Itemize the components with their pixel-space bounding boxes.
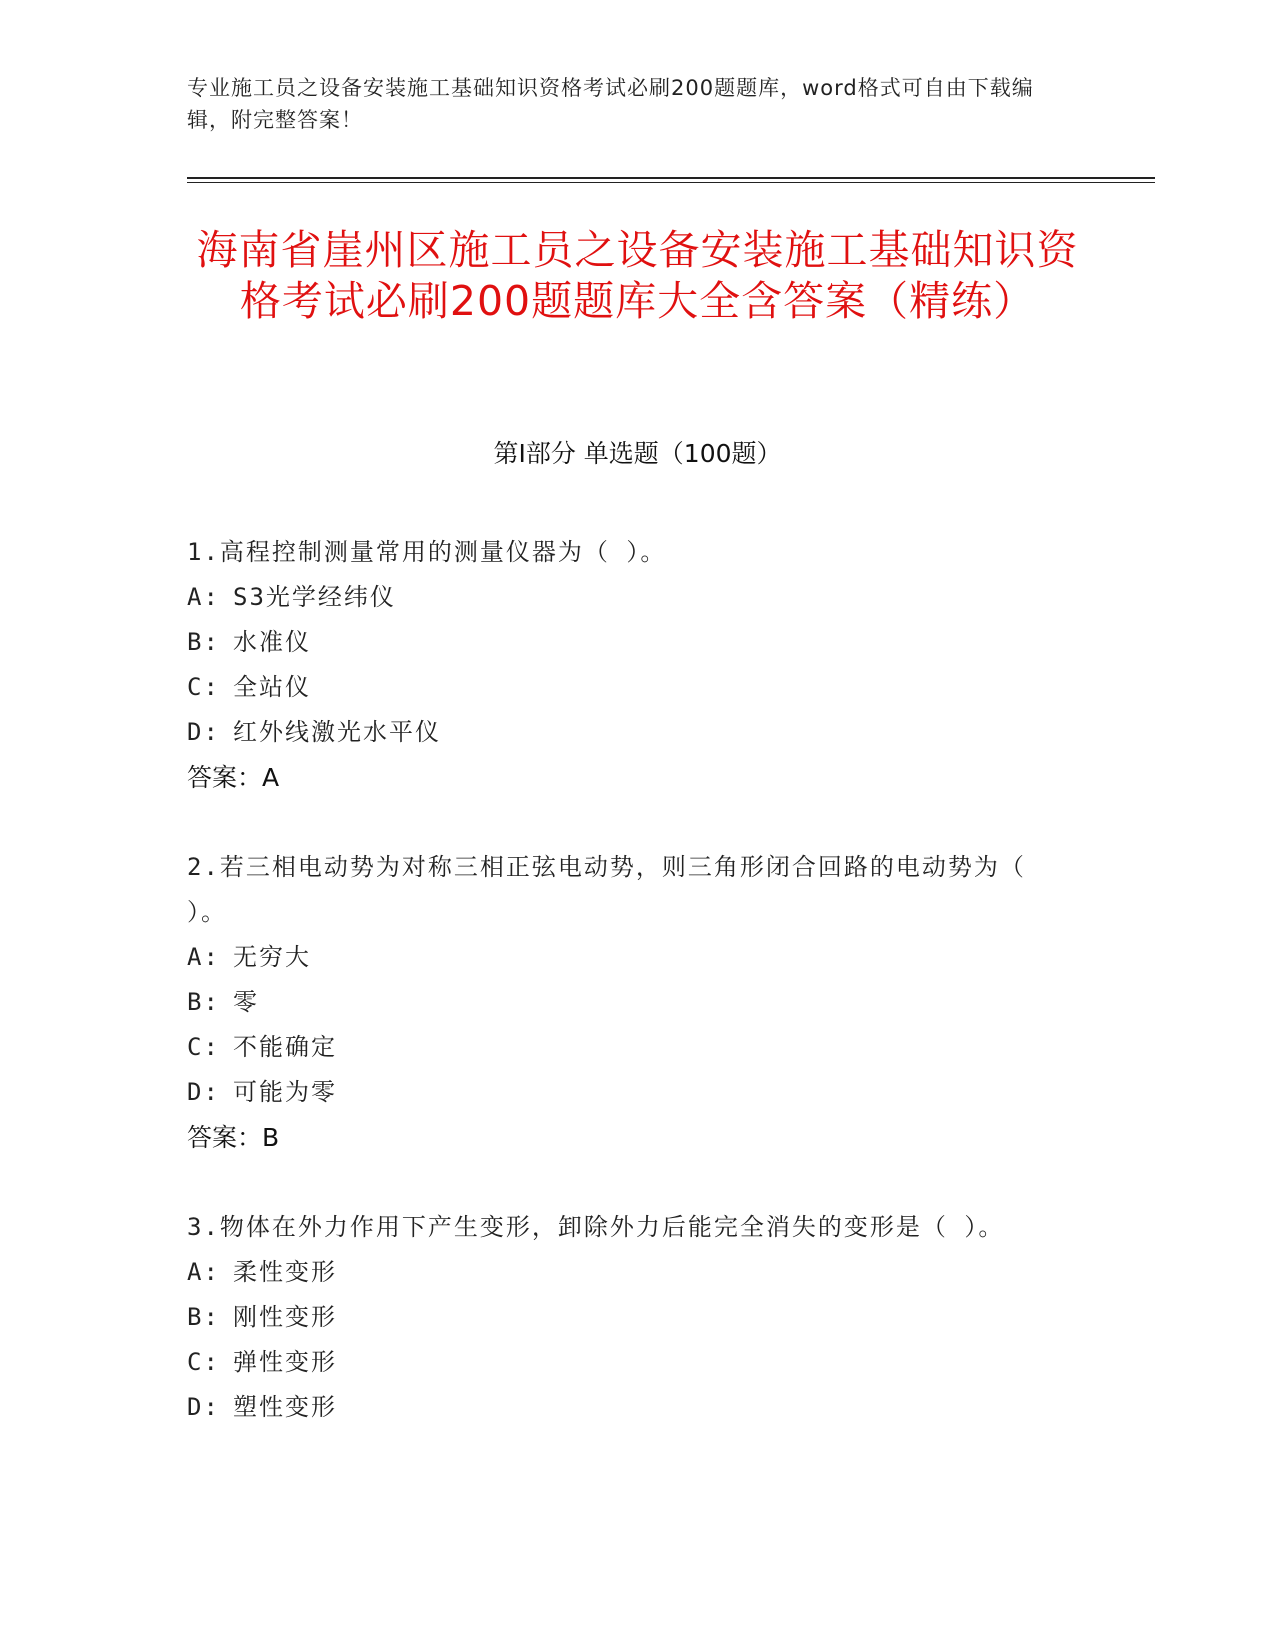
- option-d: [187, 710, 1067, 755]
- option-key: C:: [187, 1348, 220, 1376]
- option-text: 无穷大: [233, 943, 311, 971]
- header-divider-thin: [187, 182, 1155, 183]
- option-text: 可能为零: [233, 1078, 337, 1106]
- option-b: [187, 620, 1067, 665]
- option-c: [187, 665, 1067, 710]
- option-key: B:: [187, 628, 220, 656]
- question-stem: 2.若三相电动势为对称三相正弦电动势，则三角形闭合回路的电动势为（ ）。: [187, 853, 1026, 926]
- option-a: [187, 575, 1067, 620]
- option-text: 不能确定: [233, 1033, 337, 1061]
- option-key: A:: [187, 583, 220, 611]
- option-b: [187, 1295, 1067, 1340]
- option-text: S3光学经纬仪: [233, 583, 396, 611]
- option-text: 红外线激光水平仪: [233, 718, 441, 746]
- header-note: 专业施工员之设备安装施工基础知识资格考试必刷200题题库，word格式可自由下载编辑，附完整答案！: [187, 76, 1034, 132]
- question-spacer: [187, 1160, 1067, 1205]
- option-text: 刚性变形: [233, 1303, 337, 1331]
- option-key: B:: [187, 988, 220, 1016]
- option-key: C:: [187, 1033, 220, 1061]
- answer-line: 答案：A: [187, 763, 280, 792]
- question-3: [187, 1205, 1067, 1430]
- question-stem: 1.高程控制测量常用的测量仪器为（ ）。: [187, 538, 667, 566]
- header-divider-thick: [187, 177, 1155, 179]
- question-1: [187, 530, 1067, 800]
- option-b: [187, 980, 1067, 1025]
- option-d: [187, 1070, 1067, 1115]
- option-text: 柔性变形: [233, 1258, 337, 1286]
- option-key: A:: [187, 1258, 220, 1286]
- option-a: [187, 1250, 1067, 1295]
- question-spacer: [187, 800, 1067, 845]
- option-key: C:: [187, 673, 220, 701]
- option-key: D:: [187, 718, 220, 746]
- option-key: B:: [187, 1303, 220, 1331]
- option-text: 塑性变形: [233, 1393, 337, 1421]
- option-key: D:: [187, 1078, 220, 1106]
- option-key: A:: [187, 943, 220, 971]
- option-d: [187, 1385, 1067, 1430]
- option-text: 水准仪: [233, 628, 311, 656]
- question-2: [187, 845, 1067, 1160]
- question-stem: 3.物体在外力作用下产生变形，卸除外力后能完全消失的变形是（ ）。: [187, 1213, 1005, 1241]
- option-c: [187, 1340, 1067, 1385]
- option-text: 弹性变形: [233, 1348, 337, 1376]
- option-a: [187, 935, 1067, 980]
- question-list: [187, 530, 1067, 1430]
- option-key: D:: [187, 1393, 220, 1421]
- option-text: 零: [233, 988, 259, 1016]
- section-heading: 第I部分 单选题（100题）: [493, 439, 782, 468]
- option-text: 全站仪: [233, 673, 311, 701]
- answer-line: 答案：B: [187, 1123, 280, 1152]
- option-c: [187, 1025, 1067, 1070]
- document-title: 海南省崖州区施工员之设备安装施工基础知识资格考试必刷200题题库大全含答案（精练）: [196, 226, 1079, 325]
